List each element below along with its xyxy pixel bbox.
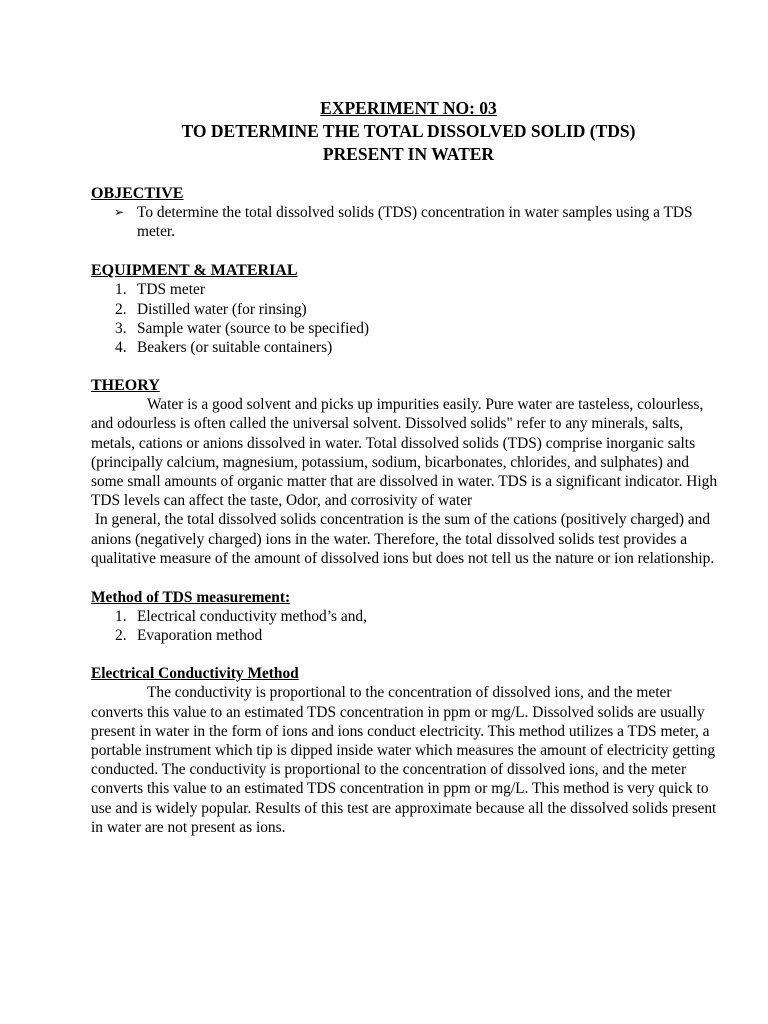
list-number: 4.: [115, 339, 127, 357]
objective-heading: OBJECTIVE: [91, 185, 184, 202]
ec-method-heading: Electrical Conductivity Method: [91, 665, 299, 683]
equipment-list: [91, 280, 722, 357]
theory-paragraph-2: In general, the total dissolved solids concentration is the sum of the cations (positively charged) and anions (negatively charged) ions in the water. Therefore, the total dissolved solids test provides a qualitative measure of the amount of dissolved ions but does not tell us the nature or ion relationship.: [91, 511, 715, 567]
arrow-bullet-icon: ➢: [114, 205, 125, 219]
list-item: [91, 280, 722, 299]
list-item: [91, 338, 722, 357]
list-number: 1.: [115, 281, 127, 299]
list-item-text: Electrical conductivity method’s and,: [137, 608, 367, 626]
theory-paragraph-1: Water is a good solvent and picks up impurities easily. Pure water are tasteless, colourless, and odourless is often called the universal solvent. Dissolved solids" refer to any minerals, salts, metals, cations or anions dissolved in water. Total dissolved solids (TDS) comprise inorganic salts (principally calcium, magnesium, potassium, sodium, bicarbonates, chlorides, and sulphates) and some small amounts of organic matter that are dissolved in water. TDS is a significant indicator. High TDS levels can affect the taste, Odor, and corrosivity of water: [91, 396, 718, 510]
list-item: [91, 607, 722, 626]
list-number: 1.: [115, 608, 127, 626]
list-item-text: Sample water (source to be specified): [137, 319, 370, 337]
list-number: 2.: [115, 300, 127, 318]
method-list: [91, 607, 722, 645]
list-item-text: Evaporation method: [137, 627, 263, 645]
objective-list: [91, 203, 722, 241]
equipment-heading: EQUIPMENT & MATERIAL: [91, 262, 298, 280]
ec-method-paragraph: The conductivity is proportional to the concentration of dissolved ions, and the meter converts this value to an estimated TDS concentration in ppm or mg/L. Dissolved solids are usually present in water in the form of ions and ions conduct electricity. This method utilizes a TDS meter, a portable instrument which tip is dipped inside water which measures the amount of electricity getting conducted. The conductivity is proportional to the concentration of dissolved ions, and the meter converts this value to an estimated TDS concentration in ppm or mg/L. This method is very quick to use and is widely popular. Results of this test are approximate because all the dissolved solids present in water are not present as ions.: [91, 684, 717, 836]
list-item: [91, 300, 722, 319]
method-heading: Method of TDS measurement:: [91, 589, 291, 607]
theory-heading: THEORY: [91, 377, 160, 395]
objective-text: To determine the total dissolved solids (TDS) concentration in water samples using a TDS meter.: [137, 204, 693, 241]
list-number: 3.: [115, 319, 127, 337]
experiment-number: EXPERIMENT NO: 03: [320, 98, 497, 118]
list-item-text: Distilled water (for rinsing): [137, 300, 307, 318]
title-line-1: TO DETERMINE THE TOTAL DISSOLVED SOLID (TDS): [181, 121, 636, 141]
list-item-text: TDS meter: [137, 281, 205, 299]
title-line-2: PRESENT IN WATER: [322, 144, 495, 164]
list-number: 2.: [115, 627, 127, 645]
document-title: [87, 97, 730, 166]
list-item: [91, 319, 722, 338]
list-item: [91, 626, 722, 645]
list-item-text: Beakers (or suitable containers): [137, 339, 333, 357]
list-item: [91, 203, 722, 241]
